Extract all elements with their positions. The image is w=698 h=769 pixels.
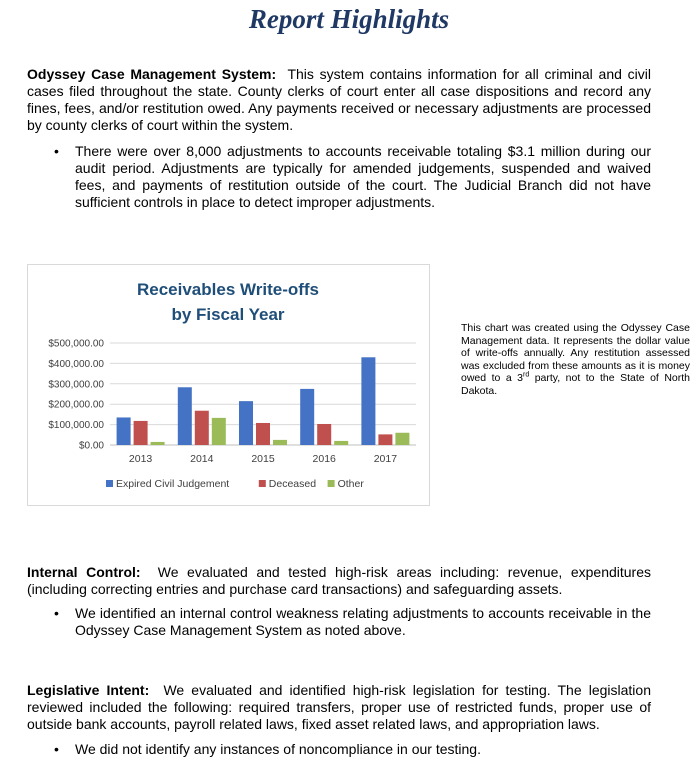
y-tick-label: $300,000.00 — [48, 379, 104, 391]
internal-control-text: We evaluated and tested high-risk areas including: revenue, expenditures (including correcting entries and purchase card transactions) and safeguarding assets. — [27, 564, 652, 597]
odyssey-bullet-text: There were over 8,000 adjustments to accounts receivable totaling $3.1 million during our audit period. Adjustments are typically for amended judgements, suspended and waived fees, and payments of restitution outside of the court. The Judicial Branch did not have sufficient controls in place to detect improper adjustments. — [75, 143, 651, 210]
x-tick-label: 2013 — [128, 453, 153, 465]
x-tick-label: 2014 — [190, 453, 214, 465]
bullet-glyph: • — [54, 143, 59, 159]
receivables-chart — [27, 264, 430, 506]
legend-swatch — [328, 480, 335, 487]
bar-2014-3 — [212, 418, 226, 445]
bar-2017-2 — [378, 434, 392, 445]
bar-2015-3 — [273, 440, 287, 445]
y-tick-label: $200,000.00 — [48, 399, 104, 411]
bar-2015-2 — [256, 423, 270, 445]
receivables-chart-svg — [28, 265, 429, 505]
chart-title-line2: by Fiscal Year — [171, 305, 285, 324]
x-tick-label: 2015 — [251, 453, 275, 465]
y-tick-label: $500,000.00 — [48, 338, 104, 350]
bullet-glyph: • — [54, 741, 59, 757]
y-tick-label: $100,000.00 — [48, 420, 104, 432]
legislative-intent-paragraph — [27, 682, 651, 733]
y-tick-label: $0.00 — [78, 440, 104, 452]
y-tick-label: $400,000.00 — [48, 358, 104, 370]
x-tick-label: 2016 — [312, 453, 336, 465]
legislative-intent-text: We evaluated and identified high-risk legislation for testing. The legislation reviewed included the following: required transfers, proper use of restricted funds, proper use of outside bank accounts, payroll related laws, fixed asset related laws, and appropriation laws. — [27, 682, 651, 732]
bar-2013-2 — [134, 421, 148, 445]
odyssey-paragraph — [27, 66, 651, 134]
bar-2014-2 — [195, 411, 209, 445]
legislative-intent-bullet-text: We did not identify any instances of noncompliance in our testing. — [75, 741, 481, 757]
chart-note — [461, 322, 690, 397]
bar-2013-3 — [151, 442, 165, 445]
chart-title-line1: Receivables Write-offs — [136, 280, 320, 299]
chart-note-text-end: party, not to the State of North Dakota. — [461, 372, 690, 397]
internal-control-heading: Internal Control: — [27, 564, 141, 580]
internal-control-bullet-item — [54, 605, 651, 639]
legend-label: Other — [337, 478, 364, 490]
bar-2016-2 — [317, 424, 331, 445]
legend-swatch — [259, 480, 266, 487]
odyssey-heading: Odyssey Case Management System: — [27, 66, 277, 82]
bar-2016-3 — [334, 441, 348, 445]
internal-control-paragraph — [27, 564, 651, 598]
legend-label: Expired Civil Judgement — [116, 478, 230, 490]
bar-2013-1 — [117, 417, 131, 445]
internal-control-bullet-text: We identified an internal control weakness relating adjustments to accounts receivable in the Odyssey Case Management System as noted above. — [75, 605, 651, 638]
chart-note-superscript: rd — [523, 371, 530, 379]
bullet-glyph: • — [54, 605, 59, 621]
bar-2015-1 — [239, 401, 253, 445]
legislative-intent-bullet-item — [54, 741, 651, 758]
x-tick-label: 2017 — [373, 453, 398, 465]
odyssey-text: This system contains information for all criminal and civil cases filed throughout the state. County clerks of court enter all case dispositions and record any fines, fees, and/or restitution owed. Any payments received or necessary adjustments are processed by county clerks of court within the system. — [27, 66, 651, 133]
legislative-intent-heading: Legislative Intent: — [27, 682, 150, 698]
legend-label: Deceased — [268, 478, 317, 490]
chart-note-text: This chart was created using the Odyssey Case Management data. It represents the dollar value of write-offs annually. Any restitution assessed was excluded from these amounts as it is money owed to a 3 — [461, 322, 690, 384]
bar-2017-1 — [361, 357, 375, 445]
bar-2016-1 — [300, 389, 314, 445]
page-title: Report Highlights — [248, 4, 450, 34]
odyssey-bullet-item — [54, 143, 651, 211]
bar-2014-1 — [178, 387, 192, 445]
bar-2017-3 — [395, 433, 409, 445]
legend-swatch — [106, 480, 113, 487]
